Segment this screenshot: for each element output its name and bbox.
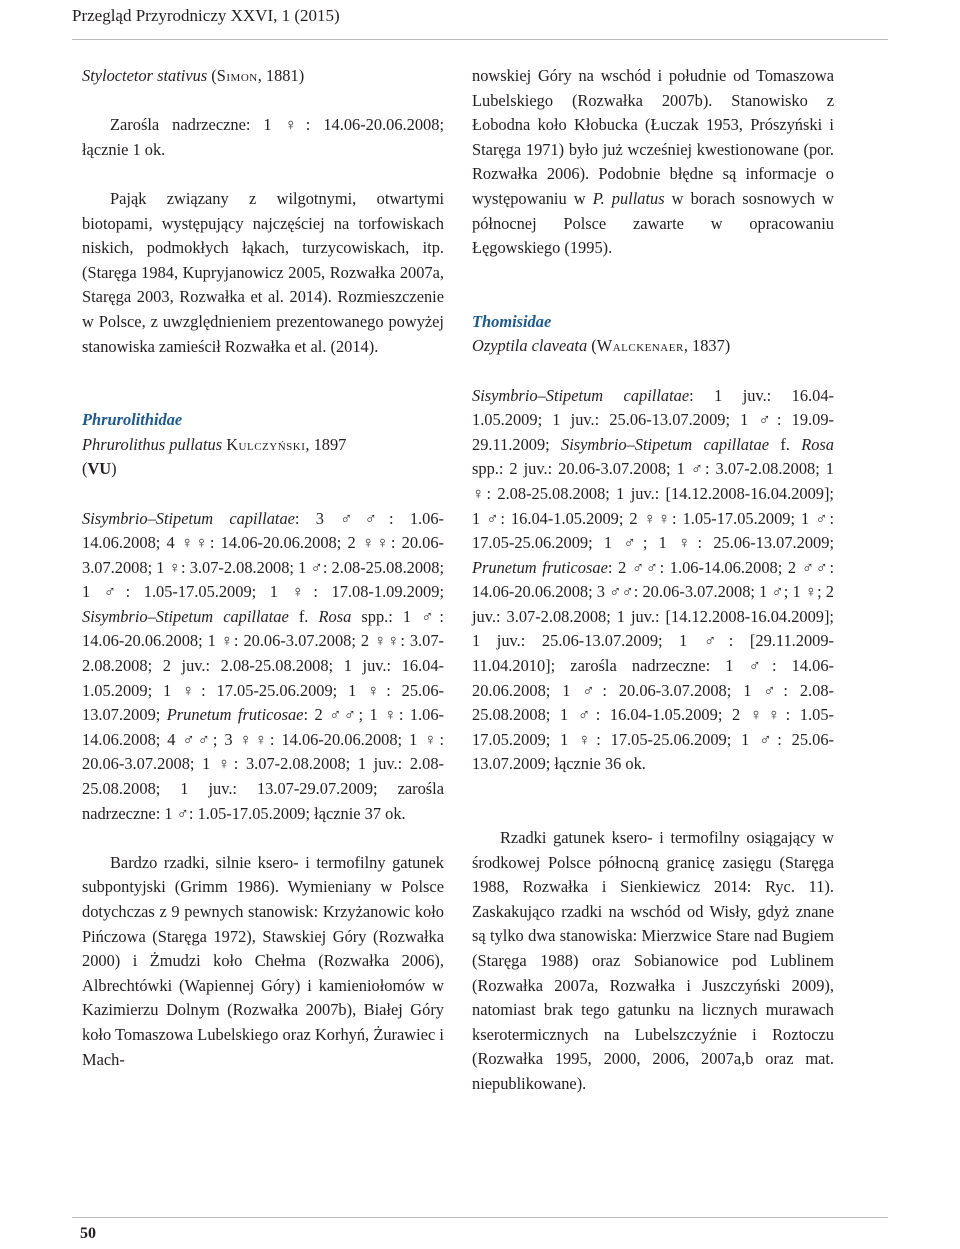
species-heading-ozyptila bbox=[472, 334, 834, 359]
habitat-name: Sisymbrio–Stipetum capillatae bbox=[82, 606, 289, 626]
page-number: 50 bbox=[80, 1225, 96, 1242]
records-ozyptila bbox=[472, 384, 834, 778]
spacer bbox=[472, 359, 834, 384]
description-styloctetor: Pająk związany z wilgotnymi, otwartymi biotopami, występujący najczęściej na torfowiskach niskich, podmokłych łąkach, turzycowiskach, itp. (Staręga 1984, Kupryjanowicz 2005, Rozwałka 2007a, Staręga 2003, Rozwałka et al. 2014). Rozmieszczenie w Polsce, z uwzględnieniem prezentowanego powyżej stanowiska zamieścił Rozwałka et al. (2014). bbox=[82, 188, 444, 356]
spacer bbox=[82, 162, 444, 187]
genus-name: Rosa bbox=[801, 434, 834, 454]
habitat-name: Sisymbrio–Stipetum capillatae bbox=[82, 508, 295, 528]
author-name: Kulczyński bbox=[226, 434, 306, 454]
spacer bbox=[82, 482, 444, 507]
author-open: ( bbox=[211, 66, 217, 85]
habitat-name: Sisymbrio–Stipetum capillatae bbox=[472, 385, 690, 405]
status-close: ) bbox=[111, 459, 117, 479]
record-text: : 3 ♂♂: 1.06-14.06.2008; 4 ♀♀: 14.06-20.06.2008; 2 ♀♀: 20.06-3.07.2008; 1 ♀: 3.07-2.08.2008; 1 ♂: 2.08-25.08.2008; 1 ♂: 1.05-17.05.2009; 1 ♀: 17.08-1.09.2009; bbox=[82, 508, 445, 602]
record-text: : 1 juv.: 16.04-1.05.2009; 1 juv.: 25.06-13.07.2009; 1 ♂: 19.09-29.11.2009; bbox=[472, 385, 834, 454]
status-open: ( bbox=[82, 459, 88, 479]
footer-divider bbox=[72, 1217, 888, 1218]
author-year: , 1881) bbox=[257, 66, 305, 85]
species-name: Styloctetor stativus bbox=[82, 66, 208, 85]
species-name: Ozyptila claveata bbox=[472, 336, 588, 356]
threat-status: VU bbox=[87, 459, 112, 479]
genus-name: Rosa bbox=[318, 606, 352, 626]
paragraph-text: w borach sosnowych w północnej Polsce zawarte w opracowaniu Łęgowskiego (1995). bbox=[472, 188, 835, 258]
records-styloctetor: Zarośla nadrzeczne: 1 ♀: 14.06-20.06.2008; łącznie 1 ok. bbox=[82, 115, 444, 159]
record-text: spp.: 2 juv.: 20.06-3.07.2008; 1 ♂: 3.07-2.08.2008; 1 ♀: 2.08-25.08.2008; 1 juv.: [14.12.2008-16.04.2009]; 1 ♂: 16.04-1.05.2009; 2 ♀♀: 1.05-17.05.2009; 1 ♂: 17.05-25.06.2009; 1 ♂; 1 ♀: 25.06-13.07.2009; bbox=[472, 459, 834, 553]
header-divider bbox=[72, 39, 888, 40]
record-text: f. bbox=[288, 606, 319, 626]
description-ozyptila: Rzadki gatunek ksero- i termofilny osiągający w środkowej Polsce północną granicę zasięgu (Staręga 1988, Rozwałka i Sienkiewicz 2014: Ryc. 11). Zaskakująco rzadki na wschód od Wisły, gdyż znane są tylko dwa stanowiska: Mierzwice Stare nad Bugiem (Staręga 1988) oraz Sobianowice pod Lublinem (Rozwałka 2007a, Rozwałka i Juszczyński 2009), natomiast brak tego gatunku na licznych murawach kserotermicznych na Lubelszczyźnie i Roztoczu (Rozwałka 1995, 2000, 2006, 2007a,b oraz mat. niepublikowane). bbox=[472, 828, 834, 1093]
left-column bbox=[82, 64, 444, 1072]
record-text: : 2 ♂♂; 1 ♀: 1.06-14.06.2008; 4 ♂♂; 3 ♀♀: 14.06-20.06.2008; 1 ♀: 20.06-3.07.2008; 1 ♀: 3.07-2.08.2008; 1 juv.: 2.08-25.08.2008; 1 juv.: 13.07-29.07.2009; zarośla nadrzeczne: 1 ♂: 1.05-17.05.2009; łącznie 37 ok. bbox=[82, 705, 444, 823]
family-heading-phrurolithidae: Phrurolithidae bbox=[82, 410, 183, 430]
author-open: ( bbox=[587, 336, 597, 356]
author-name: Simon bbox=[216, 66, 258, 85]
author-year: , 1837) bbox=[683, 336, 731, 356]
spacer bbox=[472, 777, 834, 826]
records-phrurolithus bbox=[82, 507, 444, 827]
habitat-name: Sisymbrio–Stipetum capillatae bbox=[561, 434, 769, 454]
spacer bbox=[82, 89, 444, 114]
species-heading-styloctetor bbox=[82, 64, 444, 89]
spacer bbox=[472, 261, 834, 310]
running-header: Przegląd Przyrodniczy XXVI, 1 (2015) bbox=[72, 6, 340, 25]
description-phrurolithus-cont bbox=[472, 64, 834, 261]
description-phrurolithus: Bardzo rzadki, silnie ksero- i termofilny gatunek subpontyjski (Grimm 1986). Wymieniany w Polsce dotychczas z 9 pewnych stanowisk: Krzyżanowic koło Pińczowa (Staręga 1972), Stawskiej Góry (Rozwałka 2000) i Żmudzi koło Chełma (Rozwałka 2006), Albrechtówki (Wapiennej Góry) i kamieniołomów w Kazimierzu Dolnym (Rozwałka 2007b), Białej Góry koło Tomaszowa Lubelskiego oraz Korhyń, Żurawiec i Mach- bbox=[82, 852, 444, 1069]
record-text: spp.: 1 ♂: 14.06-20.06.2008; 1 ♀: 20.06-3.07.2008; 2 ♀♀: 3.07-2.08.2008; 2 juv.: 2.08-25.08.2008; 1 juv.: 16.04-1.05.2009; 1 ♀: 17.05-25.06.2009; 1 ♀: 25.06-13.07.2009; bbox=[82, 606, 444, 725]
family-heading-thomisidae: Thomisidae bbox=[472, 311, 552, 331]
habitat-name: Prunetum fruticosae bbox=[166, 705, 304, 725]
species-heading-phrurolithus bbox=[82, 433, 444, 482]
right-column bbox=[472, 64, 834, 1097]
author-name: Walckenaer bbox=[596, 336, 684, 356]
record-text: f. bbox=[769, 434, 802, 454]
paragraph-text: nowskiej Góry na wschód i południe od Tomaszowa Lubelskiego (Rozwałka 2007b). Stanowisko z Łobodna koło Kłobucka (Łuczak 1953, Prószyński i Staręga 1971) było już wcześniej kwestionowane (por. Rozwałka 2006). Podobnie błędne są informacje o występowaniu w bbox=[472, 66, 834, 208]
species-name: Phrurolithus pullatus bbox=[82, 434, 223, 454]
spacer bbox=[82, 826, 444, 851]
species-abbrev: P. pullatus bbox=[592, 188, 665, 208]
record-text: : 2 ♂♂: 1.06-14.06.2008; 2 ♂♂: 14.06-20.06.2008; 3 ♂♂: 20.06-3.07.2008; 1 ♂; 1 ♀; 2 juv.: 3.07-2.08.2008; 1 juv.: [14.12.2008-16.04.2009]; 1 juv.: 25.06-13.07.2009; 1 ♂: [29.11.2009-11.04.2010]; zarośla nadrzeczne: 1 ♂: 14.06-20.06.2008; 1 ♂: 20.06-3.07.2008; 1 ♂: 2.08-25.08.2008; 1 ♂: 16.04-1.05.2009; 2 ♀♀: 1.05-17.05.2009; 1 ♀: 17.05-25.06.2009; 1 ♂: 25.06-13.07.2009; łącznie 36 ok. bbox=[472, 557, 835, 774]
author-year: , 1897 bbox=[305, 434, 347, 454]
habitat-name: Prunetum fruticosae bbox=[472, 557, 608, 577]
spacer bbox=[82, 359, 444, 408]
